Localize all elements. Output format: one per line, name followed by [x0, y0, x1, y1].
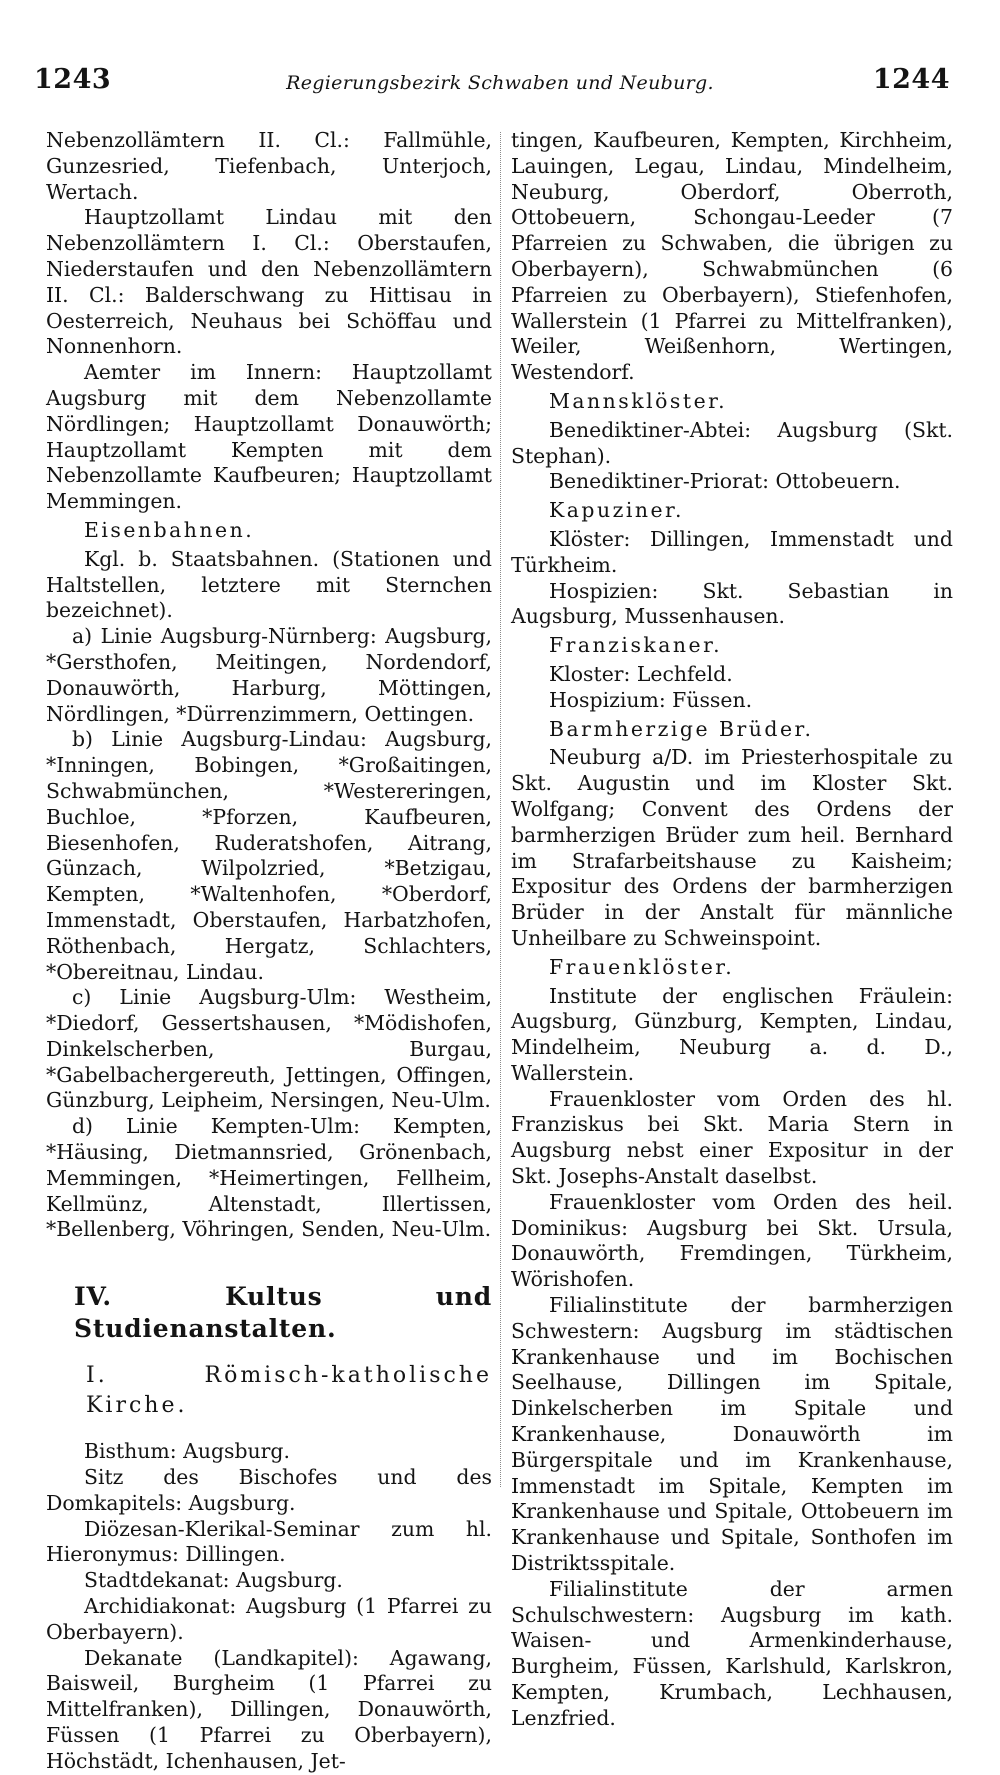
paragraph: Filialinstitute der armen Schulschwestern: Augsburg im kath. Waisen- und Armenkinderhause, Burgheim, Füssen, Karlshuld, Karlskron, Kempten, Krumbach, Lechhausen, Lenzfried.: [511, 1576, 953, 1730]
paragraph: Diözesan-Klerikal-Seminar zum hl. Hieronymus: Dillingen.: [46, 1516, 492, 1567]
paragraph: Dekanate (Landkapitel): Agawang, Baisweil, Burgheim (1 Pfarrei zu Mittelfranken), Dillingen, Donauwörth, Füssen (1 Pfarrei zu Oberbayern), Höchstädt, Ichenhausen, Jet-: [46, 1645, 492, 1773]
paragraph: Kgl. b. Staatsbahnen. (Stationen und Haltstellen, letztere mit Sternchen bezeichnet).: [46, 546, 492, 623]
paragraph: Kloster: Lechfeld.: [549, 661, 733, 686]
paragraph: Frauenkloster vom Orden des heil. Dominikus: Augsburg bei Skt. Ursula, Donauwörth, Fremdingen, Türkheim, Wörishofen.: [511, 1189, 953, 1292]
left-column: [46, 128, 492, 1775]
section-heading-mannskloester: Mannsklöster.: [549, 388, 728, 413]
paragraph: Neuburg a/D. im Priesterhospitale zu Skt. Augustin und im Kloster Skt. Wolfgang; Convent des Ordens der barmherzigen Brüder zum heil. Bernhard im Strafarbeitshause zu Kaisheim; Expositur des Ordens der barmherzigen Brüder in der Anstalt für männliche Unheilbare zu Schweinspoint.: [511, 745, 953, 950]
paragraph: Bisthum: Augsburg.: [84, 1439, 290, 1464]
section-heading-eisenbahnen: Eisenbahnen.: [84, 517, 255, 542]
paragraph: Filialinstitute der barmherzigen Schwestern: Augsburg im städtischen Krankenhause und im Bochischen Seelhause, Dillingen im Spitale, Dinkelscherben im Spitale und Krankenhause, Donauwörth im Bürgerspitale und im Krankenhause, Immenstadt im Spitale, Kempten im Krankenhause und Spitale, Ottobeuern im Krankenhause und Spitale, Sonthofen im Distriktsspitale.: [511, 1293, 953, 1576]
paragraph: Institute der englischen Fräulein: Augsburg, Günzburg, Kempten, Lindau, Mindelheim, Neuburg a. d. D., Wallerstein.: [511, 983, 953, 1085]
paragraph: Benediktiner-Abtei: Augsburg (Skt. Stephan).: [511, 417, 953, 468]
paragraph: Nebenzollämtern II. Cl.: Fallmühle, Gunzesried, Tiefenbach, Unterjoch, Wertach.: [46, 128, 492, 204]
paragraph: Hospizium: Füssen.: [549, 687, 753, 712]
chapter-heading: IV. Kultus und Studienanstalten.: [74, 1282, 492, 1344]
paragraph: tingen, Kaufbeuren, Kempten, Kirchheim, Lauingen, Legau, Lindau, Mindelheim, Neuburg, Oberdorf, Oberroth, Ottobeuern, Schongau-Leeder (7 Pfarreien zu Schwaben, die übrigen zu Oberbayern), Schwabmünchen (6 Pfarreien zu Oberbayern), Stiefenhofen, Wallerstein (1 Pfarrei zu Mittelfranken), Weiler, Weißenhorn, Wertingen, Westendorf.: [511, 128, 953, 385]
column-divider: [500, 132, 501, 1487]
page-number-left: 1243: [34, 64, 112, 95]
section-heading-franziskaner: Franziskaner.: [549, 633, 723, 658]
railway-line-b: b) Linie Augsburg-Lindau: Augsburg, *Inningen, Bobingen, *Großaitingen, Schwabmünchen, *Westereringen, Buchloe, *Pforzen, Kaufbeuren, Biesenhofen, Ruderatshofen, Aitrang, Günzach, Wilpolzried, *Betzigau, Kempten, *Waltenhofen, *Oberdorf, Immenstadt, Oberstaufen, Harbatzhofen, Röthenbach, Hergatz, Schlachters, *Obereitnau, Lindau.: [46, 727, 492, 984]
subchapter-heading: I. Römisch-katholische Kirche.: [86, 1363, 492, 1419]
section-heading-kapuziner: Kapuziner.: [549, 498, 685, 523]
paragraph: Klöster: Dillingen, Immenstadt und Türkheim.: [511, 526, 953, 577]
section-heading-frauenkloester: Frauenklöster.: [549, 954, 735, 979]
running-head: Regierungsbezirk Schwaben und Neuburg.: [286, 72, 714, 94]
railway-line-a: a) Linie Augsburg-Nürnberg: Augsburg, *Gersthofen, Meitingen, Nordendorf, Donauwörth, Harburg, Möttingen, Nördlingen, *Dürrenzimmern, Oettingen.: [46, 624, 492, 726]
page-number-right: 1244: [872, 64, 950, 95]
paragraph: Hospizien: Skt. Sebastian in Augsburg, Mussenhausen.: [511, 578, 953, 629]
paragraph: Stadtdekanat: Augsburg.: [84, 1568, 343, 1593]
paragraph: Benediktiner-Priorat: Ottobeuern.: [549, 469, 901, 494]
right-column: [511, 128, 953, 1732]
paragraph: Frauenkloster vom Orden des hl. Franziskus bei Skt. Maria Stern in Augsburg nebst einer Expositur in der Skt. Josephs-Anstalt daselbst.: [511, 1086, 953, 1189]
railway-line-c: c) Linie Augsburg-Ulm: Westheim, *Diedorf, Gessertshausen, *Mödishofen, Dinkelscherben, Burgau, *Gabelbachergereuth, Jettingen, Offingen, Günzburg, Leipheim, Nersingen, Neu-Ulm.: [46, 985, 492, 1113]
page-header: [0, 64, 1000, 104]
railway-line-d: d) Linie Kempten-Ulm: Kempten, *Häusing, Dietmannsried, Grönenbach, Memmingen, *Heimertingen, Fellheim, Kellmünz, Altenstadt, Illertissen, *Bellenberg, Vöhringen, Senden, Neu-Ulm.: [46, 1114, 492, 1242]
paragraph: Archidiakonat: Augsburg (1 Pfarrei zu Oberbayern).: [46, 1594, 492, 1644]
section-heading-barmherzige-brueder: Barmherzige Brüder.: [549, 716, 814, 741]
paragraph: Hauptzollamt Lindau mit den Nebenzollämtern I. Cl.: Oberstaufen, Niederstaufen und den Nebenzollämtern II. Cl.: Balderschwang zu Hittisau in Oesterreich, Neuhaus bei Schöffau und Nonnenhorn.: [46, 205, 492, 359]
paragraph: Sitz des Bischofes und des Domkapitels: Augsburg.: [46, 1465, 492, 1515]
paragraph: Aemter im Innern: Hauptzollamt Augsburg mit dem Nebenzollamte Nördlingen; Hauptzollamt Donauwörth; Hauptzollamt Kempten mit dem Nebenzollamte Kaufbeuren; Hauptzollamt Memmingen.: [46, 360, 492, 514]
